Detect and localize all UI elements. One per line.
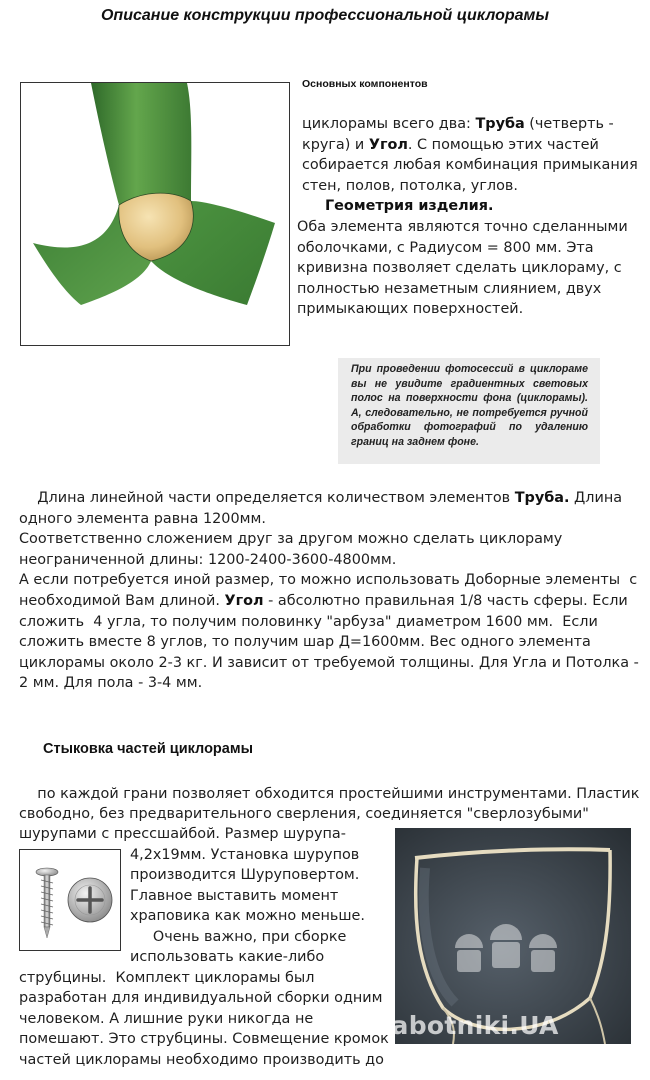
screw-illustration xyxy=(20,850,120,950)
watermark: Rabotniki.UA xyxy=(372,1011,559,1040)
joining-line-12: человеком. А лишние руки никогда не xyxy=(19,1011,314,1027)
joining-line-7: храповика как можно меньше. xyxy=(130,908,365,924)
geometry-heading: Геометрия изделия. xyxy=(325,198,494,214)
joining-line-8: Очень важно, при сборке xyxy=(130,929,347,945)
intro-paragraph: циклорамы всего два: Труба (четверть - круга) и Угол. С помощью этих частей собирается любая комбинация примыкания стен, полов, потолка, углов. xyxy=(302,116,638,194)
joining-line-10: струбцины. Комплект циклорамы был xyxy=(19,970,315,986)
joining-line-2: свободно, без предварительного сверления, соединяется "сверлозубыми" xyxy=(19,806,589,822)
screw-figure xyxy=(19,849,121,951)
joining-line-13: помешают. Это струбцины. Совмещение кромок xyxy=(19,1031,389,1047)
corner-pipe-figure xyxy=(20,82,290,346)
joining-line-5: производится Шуруповертом. xyxy=(130,867,360,883)
joining-line-3: шурупами с прессшайбой. Размер шурупа- xyxy=(19,826,346,842)
geometry-paragraph: Оба элемента являются точно сделанными оболочками, с Радиусом = 800 мм. Эта кривизна позволяет сделать циклораму, с полностью незаметным слиянием, двух примыкающих поверхностей. xyxy=(297,219,628,318)
corner-3d-illustration xyxy=(21,83,289,345)
page-title: Описание конструкции профессиональной циклорамы xyxy=(100,7,550,24)
joining-line-11: разработан для индивидуальной сборки одним xyxy=(19,990,383,1006)
joining-line-1: по каждой грани позволяет обходится простейшими инструментами. Пластик xyxy=(19,786,640,802)
joining-line-9: использовать какие-либо xyxy=(130,949,325,965)
photo-session-note: При проведении фотосессий в циклораме вы не увидите градиентных световых полос на поверхности фона (циклорамы). А, следовательно, не потребуется ручной обработки фотографий по удалению границ на заднем фоне. xyxy=(338,358,600,464)
joining-line-4: 4,2х19мм. Установка шурупов xyxy=(130,847,360,863)
joining-line-6: Главное выставить момент xyxy=(130,888,339,904)
length-paragraph: Длина линейной части определяется количеством элементов Труба. Длина одного элемента равна 1200мм. Соответственно сложением друг за другом можно сделать циклораму неограниченной длины: 1200-2400-3600-4800мм. А если потребуется иной размер, то можно использовать Доборные элементы с необходимой Вам длиной. Угол - абсолютно правильная 1/8 часть сферы. Если сложить 4 угла, то получим половинку "арбуза" диаметром 1600 мм. Если сложить вместе 8 углов, то получим шар Д=1600мм. Вес одного элемента циклорамы около 2-3 кг. И зависит от требуемой толщины. Для Угла и Потолка - 2 мм. Для пола - 3-4 мм. xyxy=(19,490,639,692)
joining-heading: Стыковка частей циклорамы xyxy=(43,741,253,757)
components-heading: Основных компонентов xyxy=(302,78,428,90)
joining-line-14: частей циклорамы необходимо производить до xyxy=(19,1052,384,1068)
